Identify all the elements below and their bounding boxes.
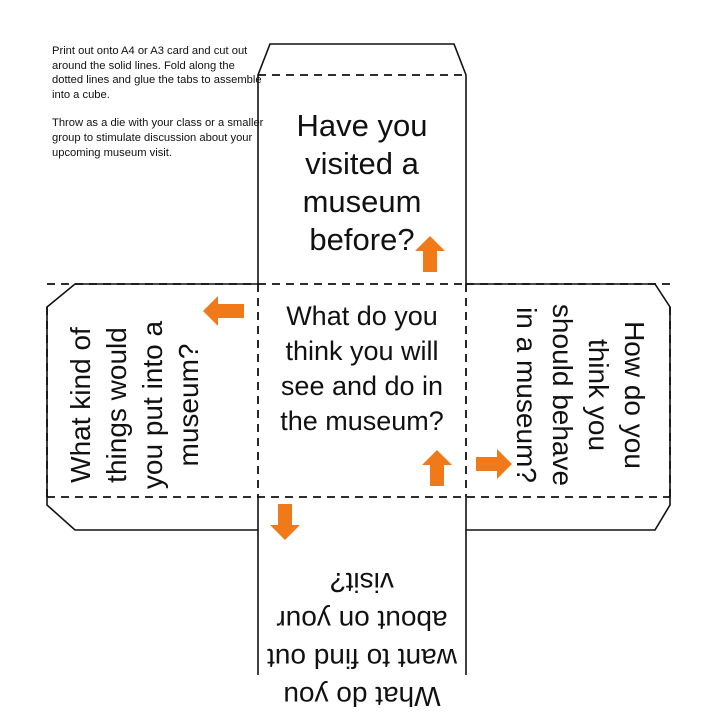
instructions-print: Print out onto A4 or A3 card and cut out around the solid lines. Fold along the dotted lines and glue the tabs to assemble into a cube. [52,45,262,101]
arrow-icon-bottom-face [270,504,300,540]
right-face-question [480,300,680,490]
instructions-throw: Throw as a die with your class or a smaller group to stimulate discussion about your upcoming museum visit. [52,117,264,159]
top-face-question [268,98,456,268]
bottom-face-question [262,545,462,715]
left-face-text-wrap [40,310,230,500]
left-face-text: What kind of things would you put into a museum? [65,320,204,490]
right-face-text: How do you think you should behave in a museum? [511,303,650,487]
center-face-question [262,294,462,444]
arrow-icon-center-face [422,450,452,486]
right-face-text-wrap [485,295,675,495]
top-face-text: Have you visited a museum before? [296,108,428,257]
left-face-question [40,310,230,500]
center-face-text: What do you think you will see and do in the museum? [280,301,444,436]
bottom-face-text: What do you want to find out about on your visit? [267,567,457,712]
